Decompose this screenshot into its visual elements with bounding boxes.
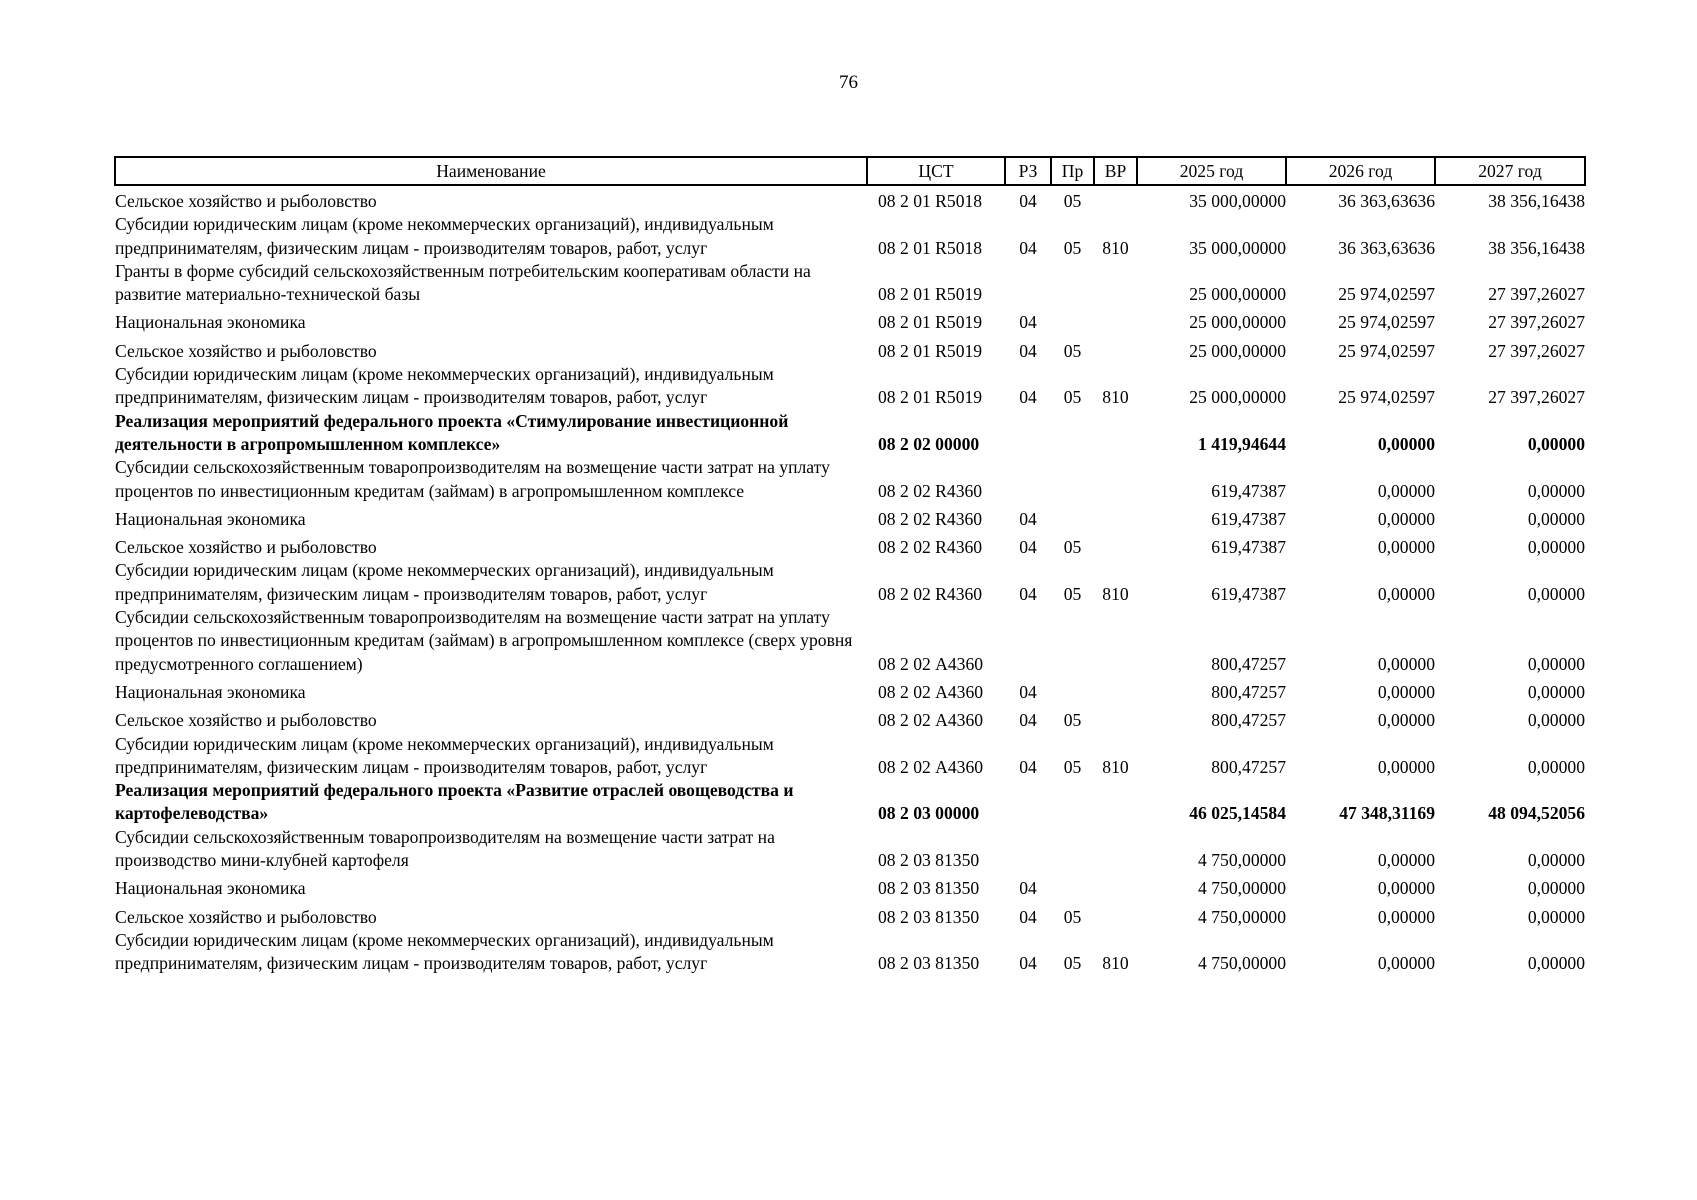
row-cst: 08 2 01 R5018 (878, 237, 983, 258)
row-name: Национальная экономика (115, 878, 306, 899)
row-rz (1005, 826, 1051, 873)
row-rz (1005, 606, 1051, 676)
row-vr (1094, 779, 1137, 826)
row-2027: 0,00000 (1527, 480, 1585, 501)
table-row (115, 559, 1585, 606)
row-2025: 46 025,14584 (1189, 803, 1286, 824)
row-vr: 810 (1102, 756, 1129, 777)
row-vr (1094, 260, 1137, 307)
table-header-row (115, 157, 1585, 185)
row-2026: 0,00000 (1377, 756, 1435, 777)
table-row (115, 503, 1585, 531)
row-name: Субсидии сельскохозяйственным товаропроизводителям на возмещение части затрат на производство мини-клубней картофеля (115, 826, 775, 871)
row-2027: 27 397,26027 (1488, 284, 1585, 305)
row-cst: 08 2 01 R5019 (878, 340, 983, 361)
row-2027: 27 397,26027 (1488, 312, 1585, 333)
row-name: Субсидии юридическим лицам (кроме некоммерческих организаций), индивидуальным предпринимателям, физическим лицам - производителям товаров, работ, услуг (115, 929, 774, 974)
row-2026: 47 348,31169 (1339, 803, 1435, 824)
table-row (115, 676, 1585, 704)
table-row (115, 779, 1585, 826)
row-pr (1051, 826, 1094, 873)
row-name: Реализация мероприятий федерального проекта «Развитие отраслей овощеводства и картофелеводства» (115, 780, 794, 824)
row-pr (1051, 676, 1094, 704)
row-pr (1051, 260, 1094, 307)
row-2027: 0,00000 (1527, 710, 1585, 731)
row-2025: 1 419,94644 (1198, 433, 1286, 454)
table-row (115, 306, 1585, 334)
row-rz: 04 (1019, 878, 1037, 899)
row-vr (1094, 676, 1137, 704)
row-2026: 25 974,02597 (1338, 340, 1435, 361)
row-pr: 05 (1063, 906, 1082, 927)
row-pr (1051, 503, 1094, 531)
row-2027: 0,00000 (1527, 653, 1585, 674)
header-2026: 2026 год (1286, 157, 1435, 185)
row-cst: 08 2 02 А4360 (878, 756, 984, 777)
row-vr (1094, 704, 1137, 732)
row-2027: 0,00000 (1527, 433, 1585, 454)
row-2025: 800,47257 (1211, 710, 1286, 731)
row-name: Субсидии сельскохозяйственным товаропроизводителям на возмещение части затрат на уплату процентов по инвестиционным кредитам (займам) в агропромышленном комплексе (сверх уровня предусмотренного соглашением) (115, 607, 853, 674)
row-2027: 0,00000 (1527, 878, 1585, 899)
row-2027: 0,00000 (1527, 850, 1585, 871)
table-row (115, 872, 1585, 900)
row-cst: 08 2 01 R5019 (878, 312, 983, 333)
row-rz (1005, 779, 1051, 826)
row-2025: 619,47387 (1211, 537, 1286, 558)
row-2025: 25 000,00000 (1189, 387, 1286, 408)
table-row (115, 456, 1585, 503)
row-2027: 0,00000 (1527, 508, 1585, 529)
table-row (115, 826, 1585, 873)
row-pr (1051, 779, 1094, 826)
table-row (115, 213, 1585, 260)
row-vr: 810 (1102, 387, 1129, 408)
row-2025: 4 750,00000 (1198, 878, 1286, 899)
row-2026: 25 974,02597 (1338, 387, 1435, 408)
row-name: Сельское хозяйство и рыболовство (115, 906, 377, 927)
row-vr: 810 (1102, 237, 1129, 258)
row-cst: 08 2 03 00000 (878, 803, 980, 824)
row-pr: 05 (1063, 387, 1082, 408)
row-vr (1094, 826, 1137, 873)
row-2026: 25 974,02597 (1338, 284, 1435, 305)
row-pr (1051, 456, 1094, 503)
row-rz (1005, 260, 1051, 307)
row-pr: 05 (1063, 583, 1082, 604)
row-2025: 4 750,00000 (1198, 906, 1286, 927)
row-name: Субсидии юридическим лицам (кроме некоммерческих организаций), индивидуальным предпринимателям, физическим лицам - производителям товаров, работ, услуг (115, 560, 774, 604)
row-name: Реализация мероприятий федерального проекта «Стимулирование инвестиционной деятельности в агропромышленном комплексе» (115, 410, 789, 454)
table-row (115, 410, 1585, 457)
row-2025: 4 750,00000 (1198, 850, 1286, 871)
row-name: Национальная экономика (115, 681, 306, 702)
row-2025: 800,47257 (1211, 653, 1286, 674)
row-name: Национальная экономика (115, 508, 306, 529)
row-cst: 08 2 01 R5019 (878, 284, 983, 305)
row-rz: 04 (1019, 756, 1037, 777)
row-2026: 0,00000 (1377, 537, 1435, 558)
row-cst: 08 2 02 00000 (878, 433, 980, 454)
row-rz (1005, 456, 1051, 503)
table-row (115, 929, 1585, 976)
row-pr: 05 (1063, 953, 1082, 974)
row-2025: 619,47387 (1211, 583, 1286, 604)
header-cst: ЦСТ (867, 157, 1005, 185)
row-2025: 35 000,00000 (1189, 191, 1286, 211)
row-vr (1094, 531, 1137, 559)
row-cst: 08 2 03 81350 (878, 878, 980, 899)
row-name: Субсидии юридическим лицам (кроме некоммерческих организаций), индивидуальным предпринимателям, физическим лицам - производителям товаров, работ, услуг (115, 214, 774, 258)
row-vr (1094, 503, 1137, 531)
budget-table (114, 156, 1586, 976)
row-2027: 27 397,26027 (1488, 340, 1585, 361)
row-2026: 0,00000 (1377, 953, 1435, 974)
row-rz (1005, 410, 1051, 457)
row-2027: 0,00000 (1527, 953, 1585, 974)
row-cst: 08 2 01 R5018 (878, 191, 983, 211)
row-rz: 04 (1019, 191, 1037, 211)
row-2025: 25 000,00000 (1189, 284, 1286, 305)
row-2026: 0,00000 (1377, 433, 1435, 454)
row-pr: 05 (1063, 710, 1082, 731)
row-2025: 800,47257 (1211, 681, 1286, 702)
row-2026: 0,00000 (1377, 878, 1435, 899)
row-2026: 0,00000 (1377, 508, 1435, 529)
row-pr (1051, 872, 1094, 900)
row-rz: 04 (1019, 953, 1037, 974)
header-rz: РЗ (1005, 157, 1051, 185)
row-pr (1051, 306, 1094, 334)
row-rz: 04 (1019, 906, 1037, 927)
table-row (115, 606, 1585, 676)
row-vr (1094, 185, 1137, 213)
row-name: Национальная экономика (115, 312, 306, 333)
row-2027: 48 094,52056 (1488, 803, 1585, 824)
row-pr (1051, 410, 1094, 457)
row-2025: 619,47387 (1211, 480, 1286, 501)
row-cst: 08 2 03 81350 (878, 906, 980, 927)
table-row (115, 704, 1585, 732)
page-number: 76 (839, 72, 858, 93)
row-2026: 0,00000 (1377, 653, 1435, 674)
row-vr (1094, 456, 1137, 503)
row-2025: 25 000,00000 (1189, 340, 1286, 361)
row-2026: 36 363,63636 (1338, 191, 1435, 211)
row-rz: 04 (1019, 237, 1037, 258)
row-pr (1051, 606, 1094, 676)
row-2025: 619,47387 (1211, 508, 1286, 529)
row-name: Сельское хозяйство и рыболовство (115, 537, 377, 558)
row-cst: 08 2 02 А4360 (878, 681, 984, 702)
table-row (115, 901, 1585, 929)
row-cst: 08 2 02 R4360 (878, 537, 983, 558)
row-cst: 08 2 03 81350 (878, 953, 980, 974)
row-rz: 04 (1019, 681, 1037, 702)
row-rz: 04 (1019, 537, 1037, 558)
row-2027: 27 397,26027 (1488, 387, 1585, 408)
row-cst: 08 2 02 А4360 (878, 653, 984, 674)
row-2027: 0,00000 (1527, 756, 1585, 777)
row-name: Субсидии сельскохозяйственным товаропроизводителям на возмещение части затрат на уплату процентов по инвестиционным кредитам (займам) в агропромышленном комплексе (115, 457, 830, 501)
row-cst: 08 2 01 R5019 (878, 387, 983, 408)
row-vr (1094, 306, 1137, 334)
row-2026: 25 974,02597 (1338, 312, 1435, 333)
row-cst: 08 2 02 R4360 (878, 508, 983, 529)
table-row (115, 260, 1585, 307)
row-name: Субсидии юридическим лицам (кроме некоммерческих организаций), индивидуальным предпринимателям, физическим лицам - производителям товаров, работ, услуг (115, 364, 774, 408)
row-rz: 04 (1019, 340, 1037, 361)
row-2027: 0,00000 (1527, 537, 1585, 558)
row-2027: 38 356,16438 (1488, 191, 1585, 211)
table-row (115, 531, 1585, 559)
row-vr (1094, 335, 1137, 363)
row-2027: 0,00000 (1527, 583, 1585, 604)
row-name: Сельское хозяйство и рыболовство (115, 191, 377, 211)
row-2027: 0,00000 (1527, 906, 1585, 927)
row-2026: 0,00000 (1377, 583, 1435, 604)
row-pr: 05 (1063, 756, 1082, 777)
row-vr: 810 (1102, 953, 1129, 974)
header-pr: Пр (1051, 157, 1094, 185)
table-row (115, 363, 1585, 410)
row-vr (1094, 410, 1137, 457)
row-2027: 38 356,16438 (1488, 237, 1585, 258)
header-2025: 2025 год (1137, 157, 1286, 185)
row-cst: 08 2 02 А4360 (878, 710, 984, 731)
row-pr: 05 (1063, 237, 1082, 258)
header-2027: 2027 год (1435, 157, 1585, 185)
row-2025: 4 750,00000 (1198, 953, 1286, 974)
row-2025: 35 000,00000 (1189, 237, 1286, 258)
row-2025: 800,47257 (1211, 756, 1286, 777)
row-pr: 05 (1063, 537, 1082, 558)
table-row (115, 335, 1585, 363)
row-2026: 0,00000 (1377, 480, 1435, 501)
row-rz: 04 (1019, 387, 1037, 408)
row-rz: 04 (1019, 508, 1037, 529)
row-rz: 04 (1019, 710, 1037, 731)
row-pr: 05 (1063, 340, 1082, 361)
row-cst: 08 2 02 R4360 (878, 480, 983, 501)
row-name: Субсидии юридическим лицам (кроме некоммерческих организаций), индивидуальным предпринимателям, физическим лицам - производителям товаров, работ, услуг (115, 733, 774, 777)
row-2026: 36 363,63636 (1338, 237, 1435, 258)
row-2026: 0,00000 (1377, 906, 1435, 927)
row-name: Сельское хозяйство и рыболовство (115, 710, 377, 731)
table-row (115, 733, 1585, 780)
row-name: Сельское хозяйство и рыболовство (115, 340, 377, 361)
row-rz: 04 (1019, 312, 1037, 333)
row-2026: 0,00000 (1377, 710, 1435, 731)
row-cst: 08 2 02 R4360 (878, 583, 983, 604)
header-vr: ВР (1094, 157, 1137, 185)
row-name: Гранты в форме субсидий сельскохозяйственным потребительским кооперативам области на развитие материально-технической базы (115, 260, 811, 305)
row-cst: 08 2 03 81350 (878, 850, 980, 871)
row-pr: 05 (1063, 191, 1082, 211)
row-2025: 25 000,00000 (1189, 312, 1286, 333)
row-vr (1094, 901, 1137, 929)
header-name: Наименование (115, 157, 867, 185)
table-row (115, 185, 1585, 213)
row-2026: 0,00000 (1377, 850, 1435, 871)
row-vr (1094, 606, 1137, 676)
row-2026: 0,00000 (1377, 681, 1435, 702)
row-vr (1094, 872, 1137, 900)
row-rz: 04 (1019, 583, 1037, 604)
row-2027: 0,00000 (1527, 681, 1585, 702)
row-vr: 810 (1102, 583, 1129, 604)
